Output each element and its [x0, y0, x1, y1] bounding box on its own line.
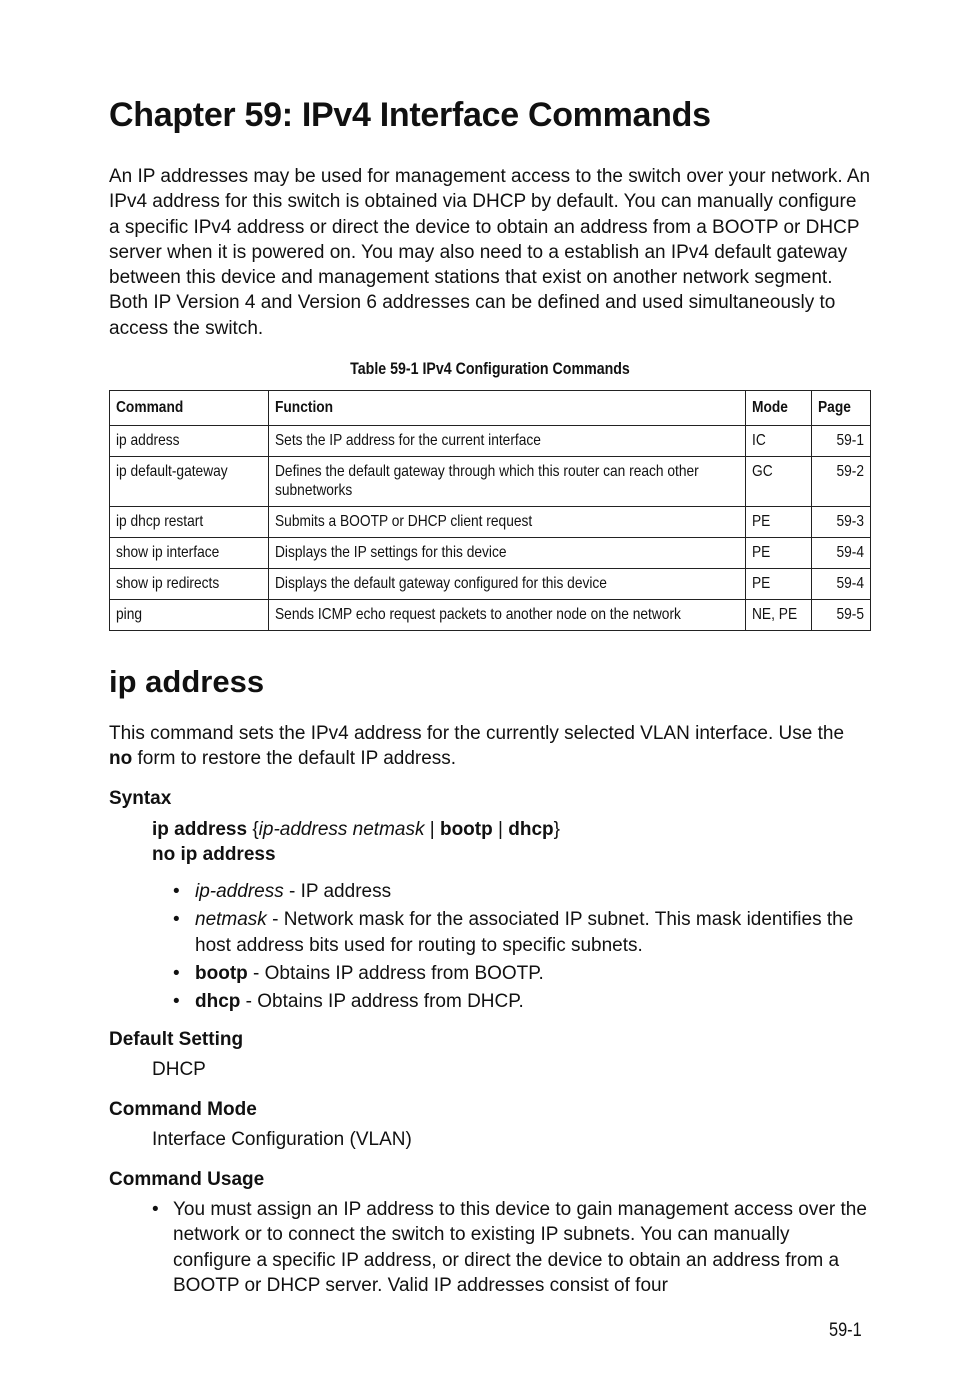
table-row [110, 507, 871, 538]
header-function: Function [269, 391, 746, 426]
table-row [110, 457, 871, 507]
cell-page: 59-4 [812, 569, 871, 600]
list-item: • You must assign an IP address to this device to gain management access over the network or to connect the switch to existing IP subnets. You can manually configure a specific IP address, or direct the device to obtain an address from a BOOTP or DHCP server. Valid IP addresses consist of four [152, 1197, 872, 1298]
header-command: Command [110, 391, 269, 426]
cell-page: 59-3 [812, 507, 871, 538]
no-keyword: no [109, 748, 133, 770]
ipv4-commands-table [109, 390, 871, 631]
cell-function: Sends ICMP echo request packets to another node on the network [269, 600, 746, 631]
cell-function: Submits a BOOTP or DHCP client request [269, 507, 746, 538]
syntax-heading: Syntax [109, 788, 172, 809]
cell-command: ip address [110, 426, 269, 457]
cell-command: show ip interface [110, 538, 269, 569]
table-row [110, 600, 871, 631]
header-mode: Mode [746, 391, 812, 426]
cell-mode: GC [746, 457, 812, 507]
cell-page: 59-2 [812, 457, 871, 507]
page-number: 59-1 [829, 1320, 862, 1341]
section-title: ip address [109, 664, 265, 699]
table-row [110, 538, 871, 569]
command-mode-heading: Command Mode [109, 1099, 257, 1120]
cell-function: Sets the IP address for the current interface [269, 426, 746, 457]
default-setting-value: DHCP [152, 1059, 206, 1080]
chapter-title: Chapter 59: IPv4 Interface Commands [109, 96, 711, 134]
cell-mode: PE [746, 538, 812, 569]
parameter-list [173, 879, 873, 1017]
command-mode-value: Interface Configuration (VLAN) [152, 1129, 412, 1150]
chapter-intro: An IP addresses may be used for management access to the switch over your network. An IPv4 address for this switch is obtained via DHCP by default. You can manually configure a specific IPv4 address or direct the device to obtain an address from a BOOTP or DHCP server when it is powered on. You may also need to a establish an IPv4 default gateway between this device and management stations that exist on another network segment. Both IP Version 4 and Version 6 addresses can be defined and used simultaneously to access the switch. [109, 166, 871, 339]
syntax-line-2: no ip address [152, 844, 276, 865]
cell-page: 59-4 [812, 538, 871, 569]
table-caption: Table 59-1 IPv4 Configuration Commands [350, 360, 630, 378]
command-usage-heading: Command Usage [109, 1169, 265, 1190]
cell-function: Displays the IP settings for this device [269, 538, 746, 569]
cell-mode: PE [746, 507, 812, 538]
list-item: • dhcp - Obtains IP address from DHCP. [173, 989, 873, 1014]
table-row [110, 569, 871, 600]
header-page: Page [812, 391, 871, 426]
table-header-row [110, 391, 871, 426]
table-row [110, 426, 871, 457]
cell-function: Displays the default gateway configured for this device [269, 569, 746, 600]
cell-mode: IC [746, 426, 812, 457]
cell-page: 59-5 [812, 600, 871, 631]
syntax-line-1: ip address {ip-address netmask | bootp | dhcp} [152, 819, 560, 840]
cell-command: ping [110, 600, 269, 631]
cell-function: Defines the default gateway through which this router can reach other subnetworks [269, 457, 746, 507]
section-intro: This command sets the IPv4 address for the currently selected VLAN interface. Use the no form to restore the default IP address. [109, 723, 845, 770]
cell-mode: PE [746, 569, 812, 600]
cell-command: show ip redirects [110, 569, 269, 600]
cell-mode: NE, PE [746, 600, 812, 631]
command-usage-list [152, 1197, 872, 1298]
list-item: • ip-address - IP address [173, 879, 873, 904]
cell-command: ip dhcp restart [110, 507, 269, 538]
list-item: • netmask - Network mask for the associated IP subnet. This mask identifies the host address bits used for routing to specific subnets. [173, 907, 873, 958]
cell-page: 59-1 [812, 426, 871, 457]
list-item: • bootp - Obtains IP address from BOOTP. [173, 961, 873, 986]
default-setting-heading: Default Setting [109, 1029, 244, 1050]
cell-command: ip default-gateway [110, 457, 269, 507]
